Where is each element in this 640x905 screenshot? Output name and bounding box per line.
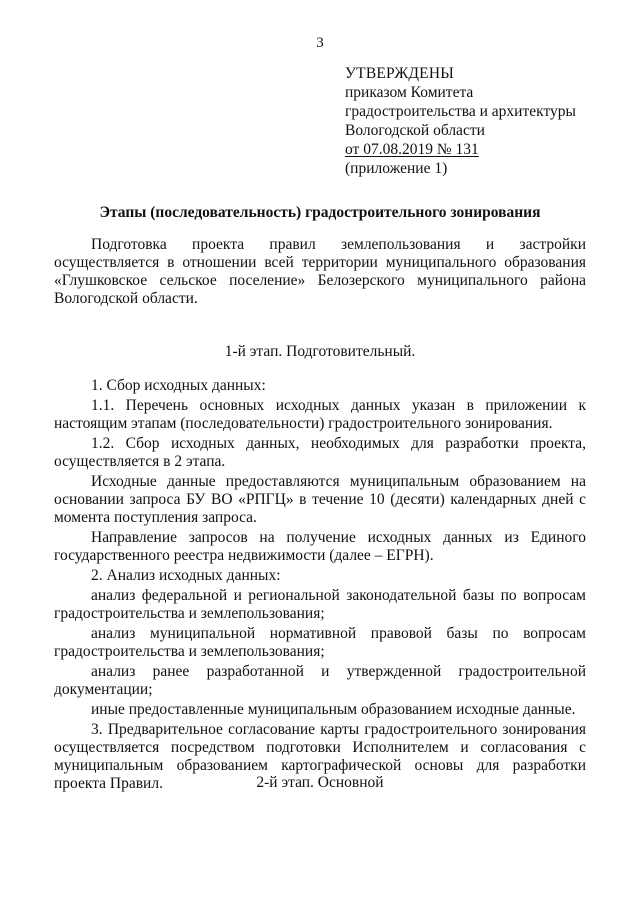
paragraph-analysis-federal: анализ федеральной и региональной законодательной базы по вопросам градостроительства и землепользования;: [54, 587, 586, 622]
paragraph-preliminary-approval: 3. Предварительное согласование карты градостроительного зонирования осуществляется посредством подготовки Исполнителем и согласования с муниципальным образованием картографической основы для разработки проекта Правил.: [54, 721, 586, 792]
approval-heading: УТВЕРЖДЕНЫ: [345, 65, 454, 82]
intro-section: [54, 236, 586, 310]
paragraph-collect-data: 1. Сбор исходных данных:: [91, 377, 266, 394]
approval-block: [345, 64, 615, 178]
paragraph-analysis-municipal: анализ муниципальной нормативной правовой базы по вопросам градостроительства и землепользования;: [54, 625, 586, 660]
page-number: 3: [316, 35, 324, 51]
paragraph-1-2: 1.2. Сбор исходных данных, необходимых для разработки проекта, осуществляется в 2 этапа.: [54, 435, 586, 470]
intro-paragraph: Подготовка проекта правил землепользования и застройки осуществляется в отношении всей территории муниципального образования «Глушковское сельское поселение» Белозерского муниципального района Вологодской области.: [54, 236, 586, 307]
paragraph-analysis: 2. Анализ исходных данных:: [91, 567, 281, 584]
paragraph-other-data: иные предоставленные муниципальным образованием исходные данные.: [91, 701, 576, 718]
approval-appendix-note: (приложение 1): [345, 160, 448, 177]
document-title: Этапы (последовательность) градостроительного зонирования: [99, 204, 541, 221]
stage-1-heading: 1-й этап. Подготовительный.: [224, 343, 416, 360]
stage-2-heading: 2-й этап. Основной: [256, 774, 384, 791]
approval-line-1: приказом Комитета: [345, 84, 474, 101]
stage-1-content: [54, 377, 586, 795]
paragraph-analysis-documentation: анализ ранее разработанной и утвержденной градостроительной документации;: [54, 663, 586, 698]
approval-line-2: градостроительства и архитектуры: [345, 103, 576, 120]
paragraph-egrn-requests: Направление запросов на получение исходных данных из Единого государственного реестра недвижимости (далее – ЕГРН).: [54, 529, 586, 564]
paragraph-data-provision: Исходные данные предоставляются муниципальным образованием на основании запроса БУ ВО «РПГЦ» в течение 10 (десяти) календарных дней с момента поступления запроса.: [54, 473, 586, 526]
approval-order-date: от 07.08.2019 № 131: [345, 141, 479, 158]
paragraph-1-1: 1.1. Перечень основных исходных данных указан в приложении к настоящим этапам (последовательности) градостроительного зонирования.: [54, 397, 586, 432]
approval-line-3: Вологодской области: [345, 122, 485, 139]
